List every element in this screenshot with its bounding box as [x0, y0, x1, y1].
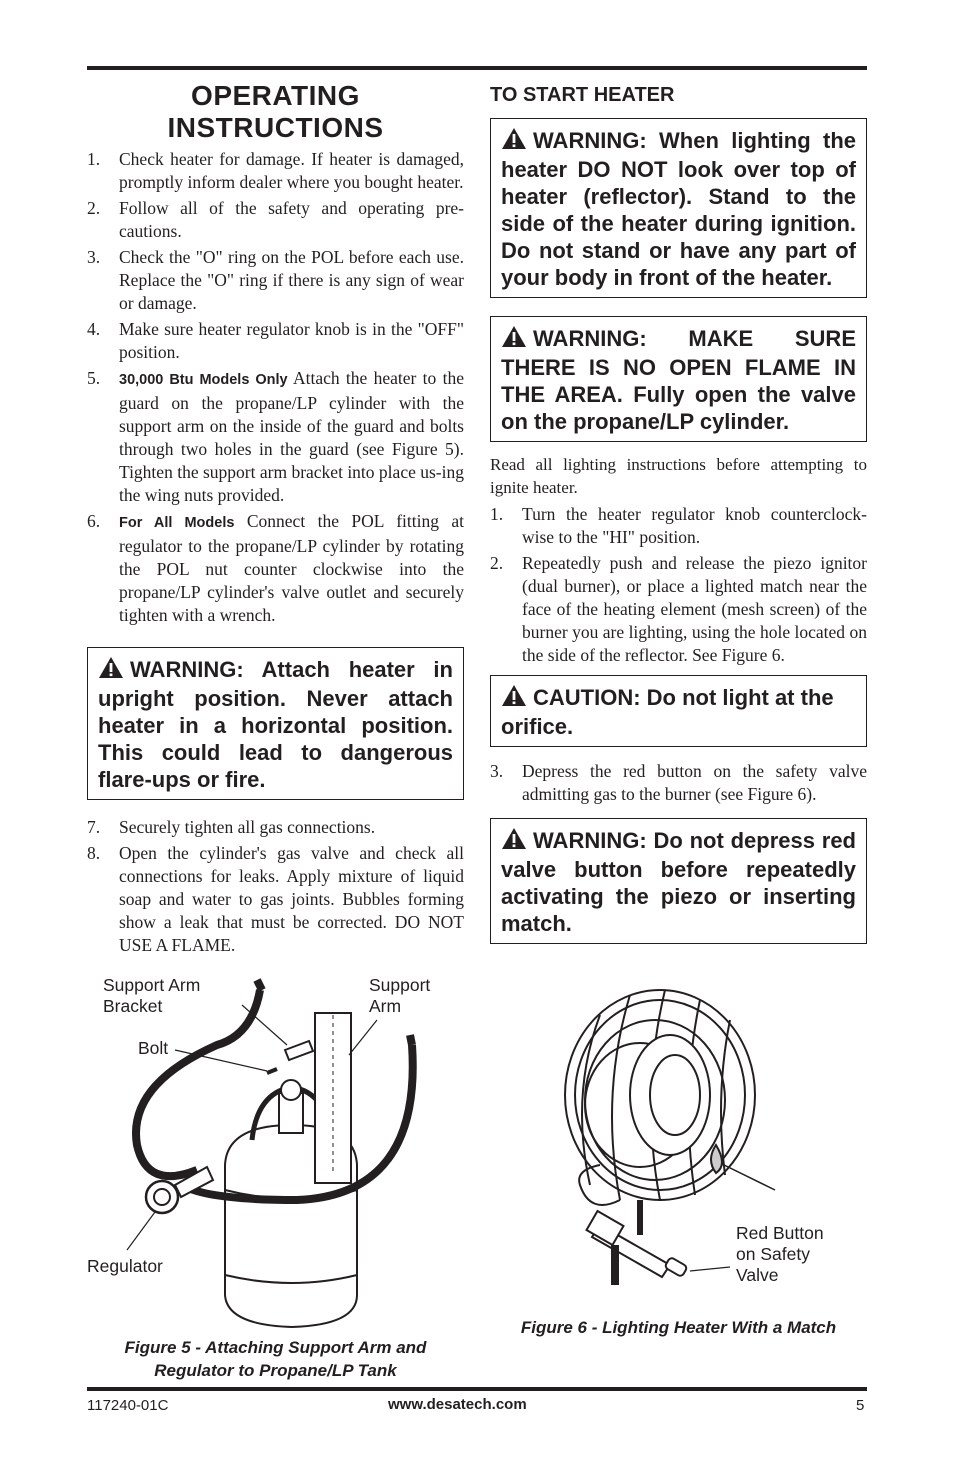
section-subtitle: TO START HEATER [490, 84, 675, 106]
step-text: Check heater for damage. If heater is damaged, promptly inform dealer where you bought heater. [119, 149, 464, 192]
list-item [87, 816, 464, 839]
step-text: Open the cylinder's gas valve and check all connections for leaks. Apply mixture of liquid soap and water to gas joints. Bubbles forming show a leak that must be corrected. DO NOT USE A FLAME. [119, 843, 464, 955]
list-item [87, 246, 464, 315]
list-item [87, 842, 464, 957]
figure-6 [490, 985, 867, 1305]
step-number: 5. [87, 368, 101, 388]
warning-triangle-icon [501, 127, 527, 156]
list-item [87, 510, 464, 627]
warning-triangle-icon [501, 684, 527, 713]
warning-attach-box [87, 647, 464, 800]
step-number: 2. [490, 552, 504, 573]
footer-page-number: 5 [856, 1397, 865, 1414]
step-text: Follow all of the safety and operating pre-cautions. [119, 198, 464, 241]
footer-part-number: 117240-01C [87, 1397, 169, 1414]
step-number: 3. [490, 760, 504, 781]
caution-box [490, 675, 867, 747]
step-number: 3. [87, 247, 101, 267]
list-item [87, 197, 464, 243]
steps-list-left-a [87, 148, 464, 627]
steps-list-right-a [490, 503, 867, 667]
list-item [490, 552, 867, 667]
figure-5-caption: Figure 5 - Attaching Support Arm and Regulator to Propane/LP Tank [124, 1338, 427, 1380]
title-line-1: OPERATING [191, 80, 360, 111]
label-support-arm-bracket: Support Arm Bracket [103, 975, 201, 1016]
top-rule [87, 66, 867, 70]
step-text: Connect the POL fitting at regulator to the propane/LP cylinder by rotating the POL nut counter clockwise into the propane/LP cylinder's valve outlet and securely tighten with a wrench. [119, 511, 465, 625]
steps-list-left-b [87, 816, 464, 957]
label-regulator: Regulator [87, 1256, 163, 1276]
step-number: 7. [87, 817, 101, 837]
list-item [87, 367, 464, 507]
footer-url[interactable]: www.desatech.com [388, 1396, 527, 1413]
steps-list-right-b [490, 760, 867, 806]
bottom-rule [87, 1387, 867, 1391]
list-item [490, 503, 867, 549]
right-column [490, 80, 867, 944]
label-support-arm: Support Arm [369, 975, 431, 1016]
list-item [87, 318, 464, 364]
list-item [490, 760, 867, 806]
list-item [87, 148, 464, 194]
step-text: Make sure heater regulator knob is in the "OFF" position. [119, 319, 464, 362]
figure-6-caption: Figure 6 - Lighting Heater With a Match [520, 1318, 837, 1337]
left-column [87, 80, 464, 960]
label-bolt: Bolt [138, 1038, 169, 1058]
warning-triangle-icon [501, 325, 527, 354]
warning-flame-box [490, 316, 867, 442]
step-text: Securely tighten all gas connections. [119, 817, 376, 837]
warning-flame-text: WARNING: MAKE SURE THERE IS NO OPEN FLAME IN THE AREA. Fully open the valve on the propane/LP cylinder. [501, 326, 856, 434]
warning-look-text: WARNING: When lighting the heater DO NOT look over top of heater (reflector). Stand to the side of the heater during ignition. Do not stand or have any part of your body in front of the heater. [501, 128, 856, 290]
lighting-intro: Read all lighting instructions before attempting to ignite heater. [490, 455, 867, 498]
step-number: 1. [490, 503, 504, 524]
step-number: 4. [87, 319, 101, 339]
page-title [87, 80, 464, 144]
step-lead: For All Models [119, 515, 235, 531]
warning-triangle-icon [501, 827, 527, 856]
warning-depress-text: WARNING: Do not depress red valve button before repeatedly activating the piezo or inserting match. [501, 827, 856, 936]
figure-5-illustration [87, 975, 464, 1335]
step-number: 2. [87, 198, 101, 218]
warning-look-box [490, 118, 867, 298]
step-number: 1. [87, 149, 101, 169]
step-lead: 30,000 Btu Models Only [119, 372, 288, 388]
label-red-button: Red Button on Safety Valve [736, 1223, 824, 1285]
title-line-2: INSTRUCTIONS [167, 112, 384, 143]
step-text: Turn the heater regulator knob counterclock-wise to the "HI" position. [522, 503, 867, 547]
step-number: 8. [87, 843, 101, 863]
step-text: Attach the heater to the guard on the propane/LP cylinder with the support arm on the inside of the guard and bolts through two holes in the guard (see Figure 5). Tighten the support arm bracket into place us-ing the wing nuts provided. [119, 368, 464, 505]
caution-text: CAUTION: Do not light at the orifice. [501, 684, 834, 739]
step-text: Check the "O" ring on the POL before each use. Replace the "O" ring if there is any sign of wear or damage. [119, 247, 464, 313]
warning-attach-text: WARNING: Attach heater in upright position. Never attach heater in a horizontal position. This could lead to dangerous flare-ups or fire. [98, 657, 453, 792]
warning-depress-box [490, 818, 867, 944]
step-text: Repeatedly push and release the piezo ignitor (dual burner), or place a lighted match near the face of the heating element (mesh screen) of the burner you are lighting, using the hole located on the side of the reflector. See Figure 6. [522, 552, 867, 665]
step-number: 6. [87, 511, 101, 531]
warning-triangle-icon [98, 656, 124, 685]
figure-5 [87, 975, 464, 1335]
step-text: Depress the red button on the safety valve admitting gas to the burner (see Figure 6). [522, 760, 867, 804]
